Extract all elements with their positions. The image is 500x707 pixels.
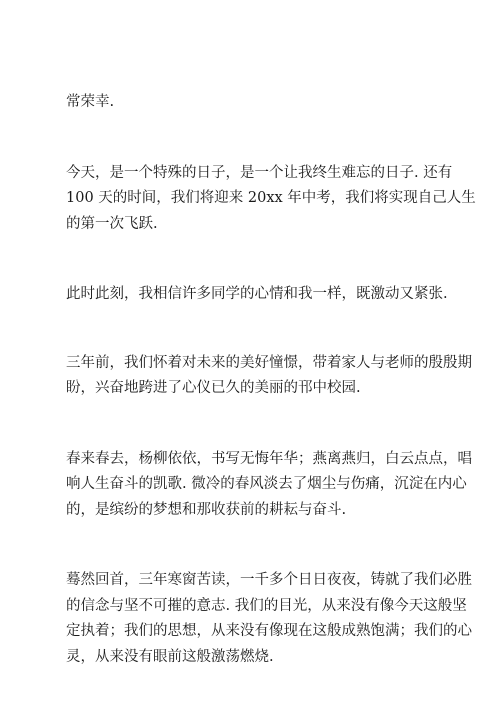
paragraph-line: 盼，兴奋地跨进了心仪已久的美丽的邗中校园. (66, 380, 361, 396)
paragraph-5 (66, 447, 472, 524)
paragraph-6 (66, 568, 472, 670)
paragraph-3 (66, 282, 448, 308)
paragraph-line: 的第一次飞跃. (66, 215, 158, 232)
paragraph-2 (66, 161, 476, 238)
paragraph-line: 的信念与坚不可摧的意志. 我们的目光，从来没有像今天这般坚 (66, 597, 467, 614)
paragraph-line: 100 天的时间，我们将迎来 20xx 年中考，我们将实现自己人生 (66, 190, 476, 206)
paragraph-line: 的，是缤纷的梦想和那收获前的耕耘与奋斗. (66, 501, 347, 518)
paragraph-line: 蓦然回首，三年寒窗苦读，一千多个日日夜夜，铸就了我们必胜 (66, 572, 472, 588)
paragraph-line: 灵，从来没有眼前这般激荡燃烧. (66, 648, 274, 665)
paragraph-line: 常荣幸. (66, 94, 115, 110)
paragraph-line: 此时此刻，我相信许多同学的心情和我一样，既激动又紧张. (66, 286, 448, 302)
paragraph-line: 三年前，我们怀着对未来的美好憧憬，带着家人与老师的殷殷期 (66, 354, 472, 371)
paragraph-4 (66, 351, 472, 402)
paragraph-line: 今天，是一个特殊的日子，是一个让我终生难忘的日子. 还有 (66, 164, 453, 181)
document-body (66, 90, 476, 670)
paragraph-1 (66, 90, 440, 116)
paragraph-line: 响人生奋斗的凯歌. 微冷的春风淡去了烟尘与伤痛，沉淀在内心 (66, 476, 467, 492)
paragraph-line: 春来春去，杨柳依依，书写无悔年华；燕离燕归，白云点点，唱 (66, 450, 472, 467)
paragraph-line: 定执着；我们的思想，从来没有像现在这般成熟饱满；我们的心 (66, 623, 472, 639)
